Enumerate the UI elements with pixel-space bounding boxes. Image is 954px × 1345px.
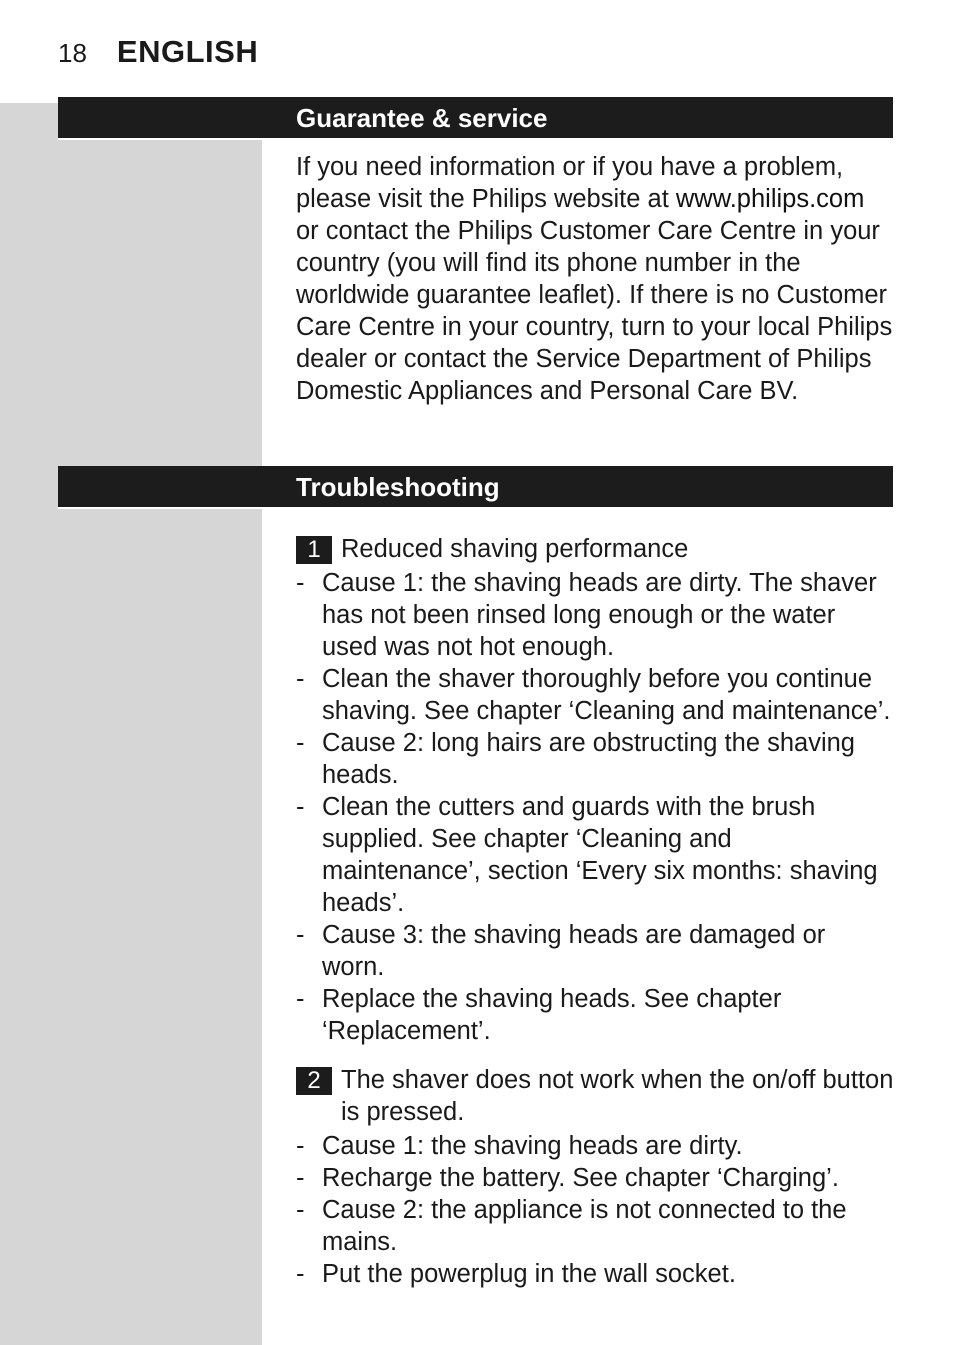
dash-bullet: -	[296, 729, 305, 757]
page-number: 18	[58, 38, 87, 68]
dash-bullet: -	[296, 793, 305, 821]
page-header	[58, 34, 258, 74]
section-header-guarantee	[58, 97, 893, 138]
list-item: - Cause 3: the shaving heads are damaged or worn.	[296, 921, 826, 981]
list-item: - Replace the shaving heads. See chapter ‘Replacement’.	[296, 985, 782, 1045]
problem-heading	[296, 533, 894, 565]
guarantee-text-before: If you need information or if you have a problem, please visit the Philips website at	[296, 153, 844, 213]
philips-website-link[interactable]: www.philips.com	[675, 185, 865, 213]
list-item: - Cause 2: long hairs are obstructing the shaving heads.	[296, 729, 855, 789]
dash-bullet: -	[296, 921, 305, 949]
dash-bullet: -	[296, 1132, 305, 1160]
list-item: - Clean the cutters and guards with the brush supplied. See chapter ‘Cleaning and maintenance’, section ‘Every six months: shaving heads’.	[296, 793, 878, 917]
list-item: - Cause 1: the shaving heads are dirty. The shaver has not been rinsed long enough or the water used was not hot enough.	[296, 569, 877, 661]
problem-solution-list	[296, 1130, 894, 1290]
guarantee-paragraph	[296, 151, 894, 407]
page-language-heading: ENGLISH	[116, 34, 259, 69]
problem-title: The shaver does not work when the on/off button is pressed.	[341, 1066, 894, 1126]
left-margin-column	[0, 103, 262, 1345]
problem-number-badge: 2	[296, 1067, 332, 1095]
list-item: - Put the powerplug in the wall socket.	[296, 1260, 736, 1288]
section-title: Troubleshooting	[296, 472, 500, 502]
list-item: - Cause 1: the shaving heads are dirty.	[296, 1132, 743, 1160]
problem-title: Reduced shaving performance	[341, 535, 689, 563]
problem-number-badge: 1	[296, 536, 332, 564]
dash-bullet: -	[296, 1260, 305, 1288]
dash-bullet: -	[296, 1164, 305, 1192]
list-item: - Cause 2: the appliance is not connected to the mains.	[296, 1196, 847, 1256]
troubleshooting-content	[296, 533, 894, 1290]
list-item: - Recharge the battery. See chapter ‘Charging’.	[296, 1164, 839, 1192]
dash-bullet: -	[296, 665, 305, 693]
dash-bullet: -	[296, 569, 305, 597]
section-header-troubleshooting	[58, 466, 893, 507]
section-title: Guarantee & service	[296, 103, 548, 133]
dash-bullet: -	[296, 1196, 305, 1224]
problem-heading	[296, 1064, 894, 1128]
dash-bullet: -	[296, 985, 305, 1013]
list-item: - Clean the shaver thoroughly before you continue shaving. See chapter ‘Cleaning and maintenance’.	[296, 665, 891, 725]
problem-solution-list	[296, 567, 894, 1047]
guarantee-text-after: or contact the Philips Customer Care Centre in your country (you will find its phone number in the worldwide guarantee leaflet). If there is no Customer Care Centre in your country, turn to your local Philips dealer or contact the Service Department of Philips Domestic Appliances and Personal Care BV.	[296, 217, 893, 405]
